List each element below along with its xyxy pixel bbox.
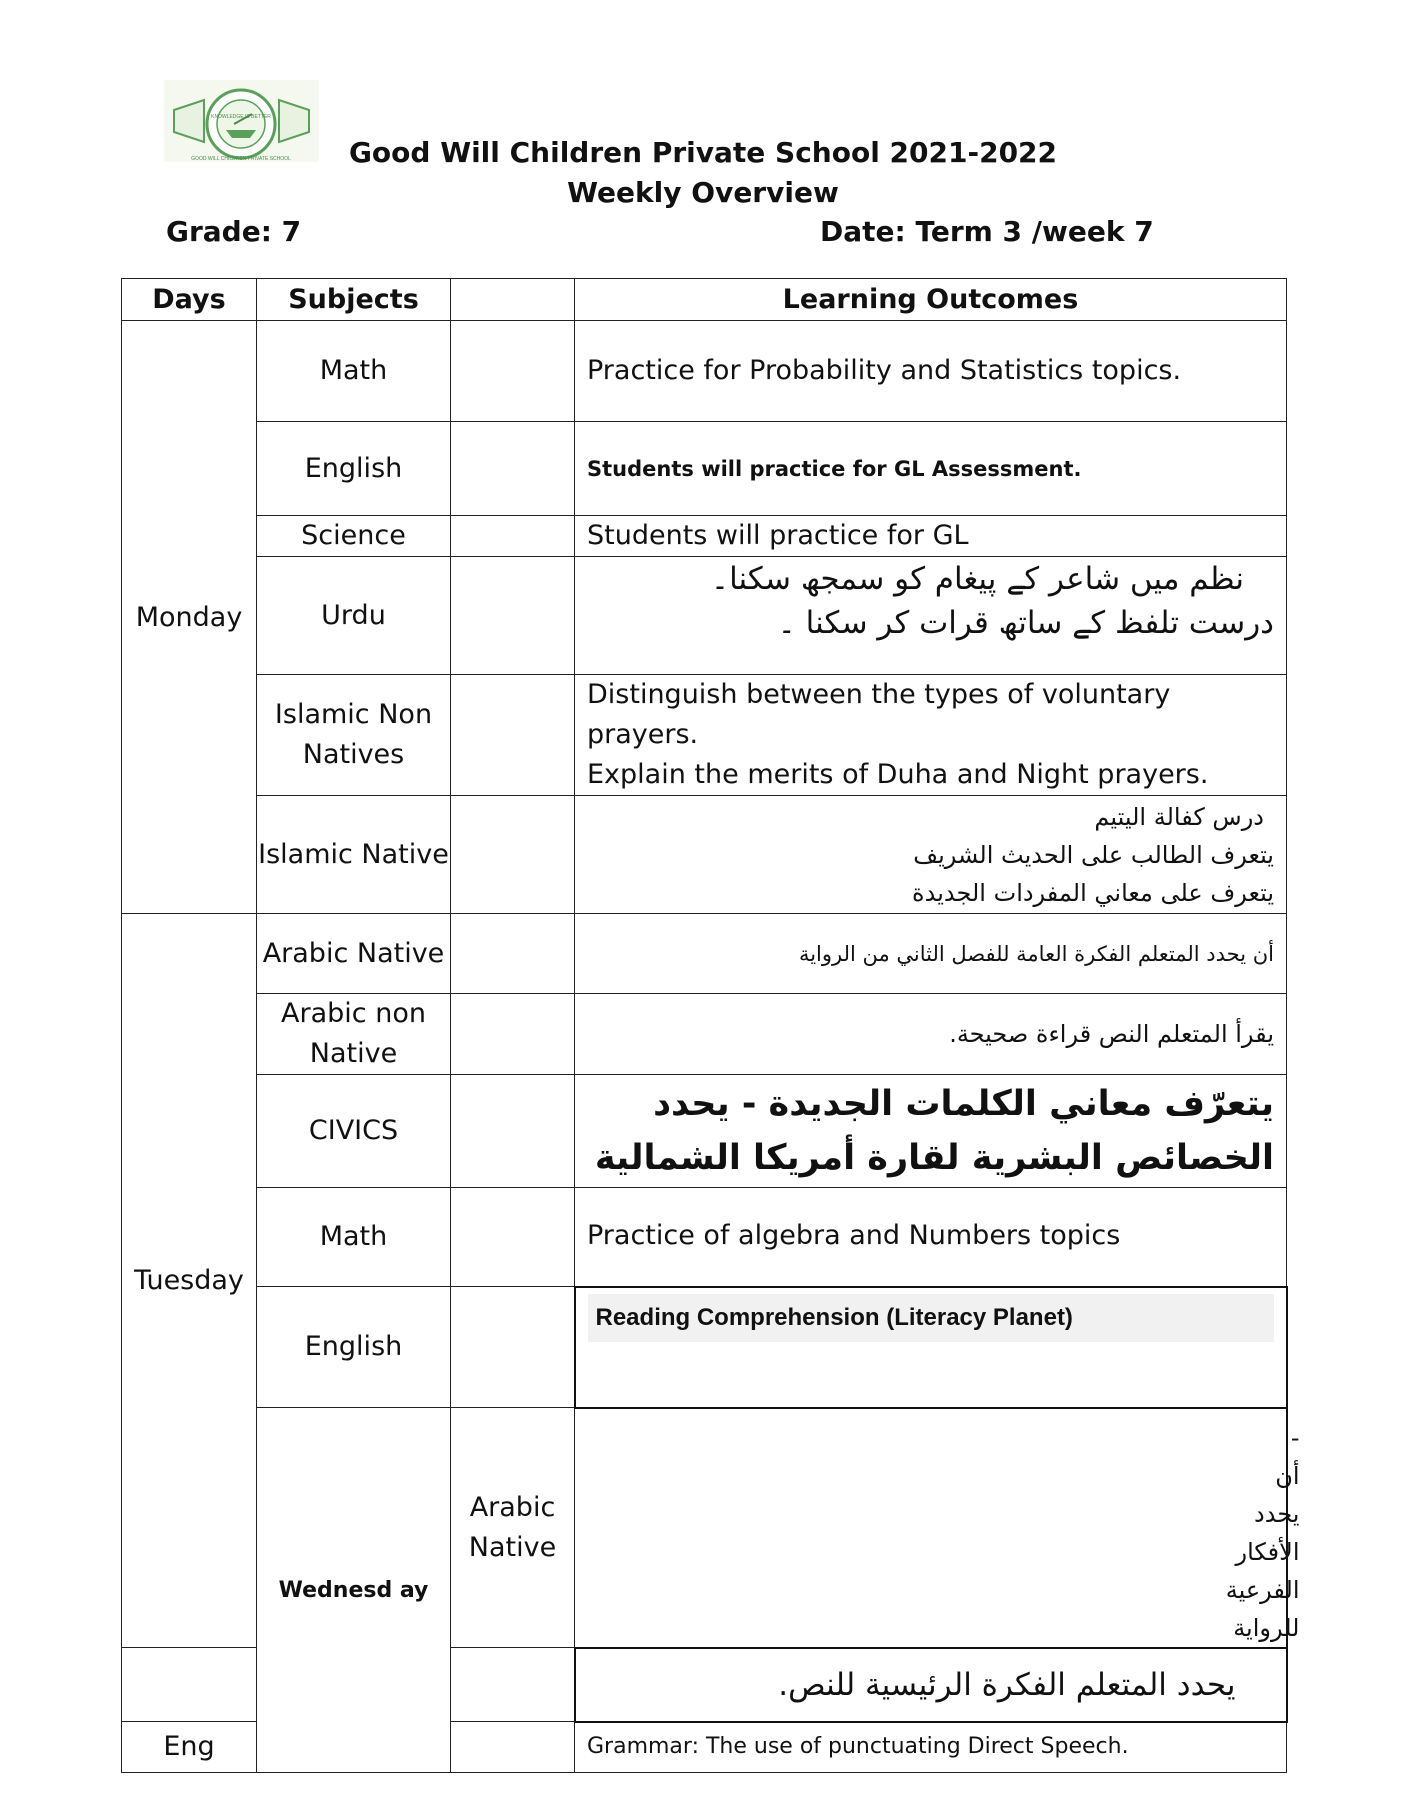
subject-cell: Arabic Native bbox=[257, 914, 451, 994]
outcome-cell: Practice of algebra and Numbers topics bbox=[575, 1188, 1287, 1287]
outcome-line: يتعرف على معاني المفردات الجديدة bbox=[912, 878, 1274, 907]
blank-cell bbox=[451, 675, 575, 796]
blank-cell bbox=[451, 994, 575, 1075]
blank-cell bbox=[451, 1722, 575, 1773]
blank-cell bbox=[451, 516, 575, 557]
outcome-cell: Grammar: The use of punctuating Direct Speech. bbox=[575, 1722, 1287, 1773]
outcome-line: يتعرف الطالب على الحديث الشريف bbox=[913, 840, 1274, 869]
page-title: Good Will Children Private School 2021-2022 bbox=[348, 136, 1058, 169]
outcome-line: Distinguish between the types of voluntary prayers. bbox=[587, 679, 1171, 750]
outcome-cell bbox=[575, 1075, 1287, 1188]
blank-cell bbox=[451, 1075, 575, 1188]
outcome-cell: Practice for Probability and Statistics topics. bbox=[575, 321, 1287, 422]
outcome-text: Reading Comprehension (Literacy Planet) bbox=[588, 1294, 1274, 1342]
blank-cell bbox=[451, 422, 575, 516]
table-row bbox=[122, 557, 1287, 675]
outcome-text: يحدد المتعلم الفكرة الرئيسية للنص. bbox=[778, 1666, 1236, 1703]
outcome-line: درس كفالة اليتيم bbox=[1094, 802, 1264, 831]
outcome-cell: Students will practice for GL bbox=[575, 516, 1287, 557]
column-header-blank bbox=[451, 279, 575, 321]
day-monday: Monday bbox=[122, 321, 257, 914]
logo-school-name: GOOD WILL CHILDREN PRIVATE SCHOOL bbox=[191, 156, 291, 162]
subject-cell: Math bbox=[257, 321, 451, 422]
table-row bbox=[122, 1075, 1287, 1188]
outcome-cell bbox=[575, 675, 1287, 796]
subject-cell: English bbox=[257, 422, 451, 516]
subject-cell: Urdu bbox=[257, 557, 451, 675]
blank-cell bbox=[451, 321, 575, 422]
outcome-cell bbox=[575, 557, 1287, 675]
outcome-line: Explain the merits of Duha and Night prayers. bbox=[587, 759, 1209, 790]
table-header-row bbox=[122, 279, 1287, 321]
outcome-text: - أن يحدد الأفكار الفرعية للرواية bbox=[1225, 1423, 1300, 1642]
subject-cell: Islamic Native bbox=[257, 796, 451, 914]
table-row bbox=[122, 1287, 1287, 1408]
logo-motto: KNOWLEDGE IS BETTER bbox=[211, 114, 271, 120]
subject-cell: CIVICS bbox=[257, 1075, 451, 1188]
outcome-cell: يقرأ المتعلم النص قراءة صحيحة. bbox=[575, 994, 1287, 1075]
subject-cell bbox=[122, 1648, 257, 1722]
outcome-cell: Students will practice for GL Assessment. bbox=[575, 422, 1287, 516]
outcome-cell bbox=[575, 796, 1287, 914]
outcome-line: يتعرّف معاني الكلمات الجديدة - يحدد bbox=[653, 1084, 1274, 1124]
grade-label: Grade: 7 bbox=[166, 215, 302, 248]
subject-cell: Arabic non Native bbox=[257, 994, 451, 1075]
table-row bbox=[122, 796, 1287, 914]
day-tuesday: Tuesday bbox=[122, 914, 257, 1648]
outcome-line: الخصائص البشرية لقارة أمريكا الشمالية bbox=[594, 1138, 1274, 1178]
blank-cell bbox=[451, 1188, 575, 1287]
outcome-line: درست تلفظ کے ساتھ قرات کر سکنا ۔ bbox=[777, 605, 1274, 641]
column-header-subjects: Subjects bbox=[257, 279, 451, 321]
table-row bbox=[122, 1188, 1287, 1287]
outcome-cell bbox=[575, 1287, 1287, 1408]
subject-cell: Science bbox=[257, 516, 451, 557]
subject-cell: Eng bbox=[122, 1722, 257, 1773]
table-row bbox=[122, 675, 1287, 796]
column-header-learning-outcomes: Learning Outcomes bbox=[575, 279, 1287, 321]
blank-cell bbox=[451, 1648, 575, 1722]
table-row bbox=[122, 422, 1287, 516]
outcome-cell: أن يحدد المتعلم الفكرة العامة للفصل الثاني من الرواية bbox=[575, 914, 1287, 994]
weekly-overview-table bbox=[121, 278, 1300, 1773]
table-row bbox=[122, 321, 1287, 422]
subject-cell: English bbox=[257, 1287, 451, 1408]
day-wednesday: Wednesd ay bbox=[257, 1408, 451, 1773]
column-header-days: Days bbox=[122, 279, 257, 321]
page-subtitle: Weekly Overview bbox=[567, 176, 839, 209]
outcome-cell bbox=[575, 1648, 1287, 1722]
table-row bbox=[122, 1408, 1287, 1648]
table-row bbox=[122, 994, 1287, 1075]
outcome-line: نظم میں شاعر کے پیغام کو سمجھ سکنا۔ bbox=[710, 561, 1244, 597]
table-row bbox=[122, 914, 1287, 994]
subject-cell: Islamic Non Natives bbox=[257, 675, 451, 796]
table-row bbox=[122, 516, 1287, 557]
date-label: Date: Term 3 /week 7 bbox=[820, 215, 1154, 248]
blank-cell bbox=[451, 557, 575, 675]
blank-cell bbox=[451, 796, 575, 914]
blank-cell bbox=[575, 1408, 1287, 1648]
subject-cell: Arabic Native bbox=[451, 1408, 575, 1648]
blank-cell bbox=[451, 1287, 575, 1408]
subject-cell: Math bbox=[257, 1188, 451, 1287]
blank-cell bbox=[451, 914, 575, 994]
